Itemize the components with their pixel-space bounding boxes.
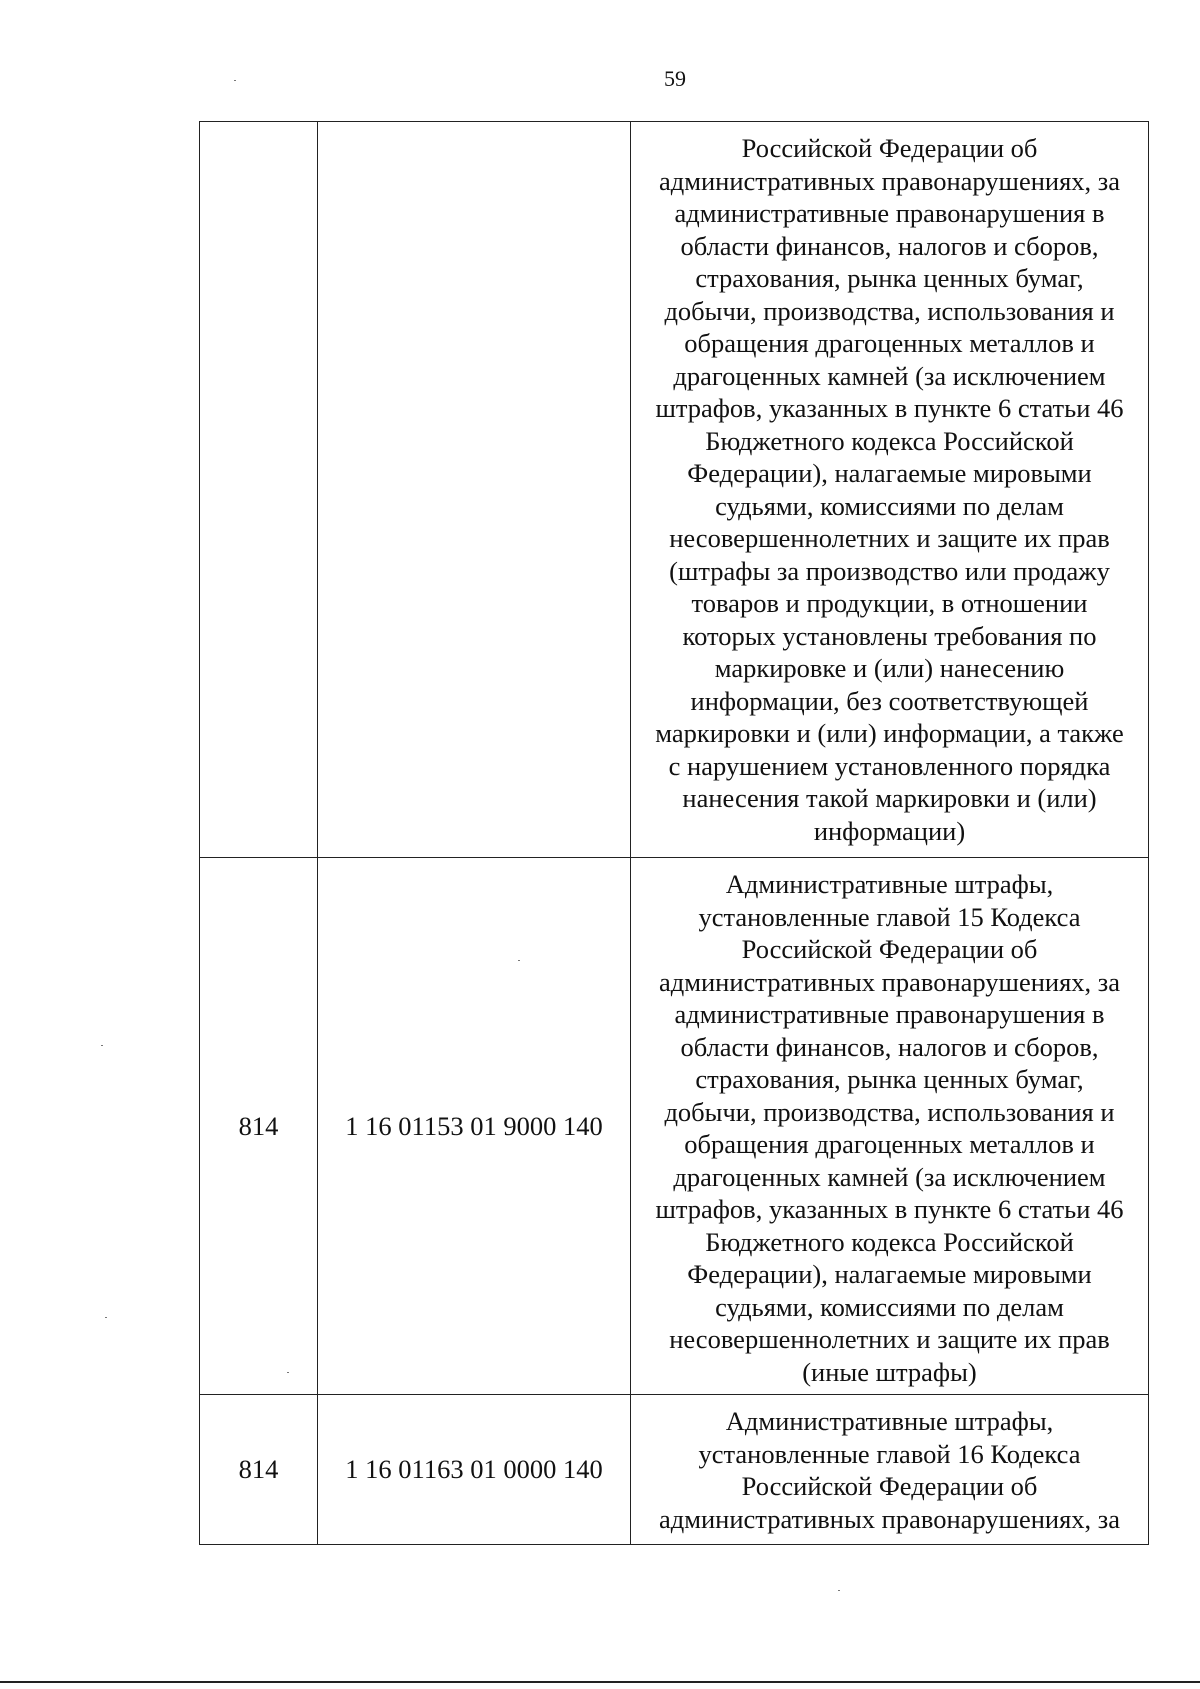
- description-cell: [631, 122, 1149, 858]
- description-line: судьями, комиссиями по делам: [715, 1291, 1064, 1322]
- description-line: нанесения такой маркировки и (или): [682, 783, 1097, 813]
- description-line: (штрафы за производство или продажу: [669, 555, 1110, 586]
- scan-speck: [518, 960, 520, 961]
- description-line: информации, без соответствующей: [690, 685, 1089, 716]
- description-line: области финансов, налогов и сборов,: [680, 1031, 1099, 1062]
- budget-code-table: [199, 121, 1149, 1545]
- admin-code-cell: 814: [200, 1395, 318, 1545]
- description-cell: [631, 858, 1149, 1395]
- kbk-cell: 1 16 01153 01 9000 140: [318, 858, 631, 1395]
- description-line: страхования, рынка ценных бумаг,: [695, 263, 1084, 293]
- page-number: 59: [664, 66, 686, 91]
- description-cell: [631, 1395, 1149, 1545]
- description-line: штрафов, указанных в пункте 6 статьи 46: [655, 393, 1124, 423]
- description-line: обращения драгоценных металлов и: [684, 1129, 1095, 1159]
- description-line: с нарушением установленного порядка: [668, 750, 1111, 781]
- description-line: административных правонарушениях, за: [658, 1503, 1120, 1534]
- description-line: драгоценных камней (за исключением: [673, 1161, 1106, 1192]
- description-line: административные правонарушения в: [674, 198, 1105, 228]
- description-line: судьями, комиссиями по делам: [715, 490, 1064, 521]
- table-row: [200, 1395, 1149, 1545]
- bottom-rule: [0, 1681, 1200, 1683]
- scan-speck: [838, 1590, 840, 1591]
- description-line: которых установлены требования по: [682, 620, 1097, 651]
- description-line: маркировки и (или) информации, а также: [655, 718, 1124, 748]
- description-line: Федерации), налагаемые мировыми: [687, 458, 1092, 488]
- description-line: товаров и продукции, в отношении: [691, 588, 1088, 618]
- description-line: административных правонарушениях, за: [658, 966, 1120, 997]
- description-line: страхования, рынка ценных бумаг,: [695, 1064, 1084, 1094]
- description-line: драгоценных камней (за исключением: [673, 360, 1106, 391]
- scan-speck: [101, 1045, 103, 1046]
- description-line: области финансов, налогов и сборов,: [680, 230, 1099, 261]
- kbk-cell: 1 16 01163 01 0000 140: [318, 1395, 631, 1545]
- description-line: установленные главой 15 Кодекса: [698, 901, 1081, 932]
- description-line: Федерации), налагаемые мировыми: [687, 1259, 1092, 1289]
- table-row: [200, 122, 1149, 858]
- admin-code-cell: [200, 122, 318, 858]
- description-line: несовершеннолетних и защите их прав: [669, 523, 1110, 553]
- description-line: добычи, производства, использования и: [664, 1096, 1115, 1127]
- description-line: Административные штрафы,: [725, 869, 1054, 899]
- description-line: Бюджетного кодекса Российской: [705, 1226, 1074, 1257]
- table-body: [200, 122, 1149, 1545]
- admin-code-cell: 814: [200, 858, 318, 1395]
- description-line: административных правонарушениях, за: [658, 165, 1120, 196]
- description-line: добычи, производства, использования и: [664, 295, 1115, 326]
- description-line: установленные главой 16 Кодекса: [698, 1438, 1081, 1469]
- scan-speck: [105, 1317, 107, 1318]
- description-line: Административные штрафы,: [725, 1406, 1054, 1436]
- description-line: информации): [813, 815, 966, 846]
- description-line: маркировке и (или) нанесению: [714, 653, 1065, 683]
- description-line: несовершеннолетних и защите их прав: [669, 1324, 1110, 1354]
- table-row: [200, 858, 1149, 1395]
- scan-speck: [234, 80, 236, 81]
- description-line: Российской Федерации об: [741, 133, 1038, 163]
- description-line: Российской Федерации об: [741, 1471, 1038, 1501]
- scan-speck: [287, 1372, 289, 1373]
- description-line: административные правонарушения в: [674, 999, 1105, 1029]
- kbk-cell: [318, 122, 631, 858]
- description-line: Бюджетного кодекса Российской: [705, 425, 1074, 456]
- description-line: (иные штрафы): [802, 1356, 977, 1387]
- description-line: Российской Федерации об: [741, 934, 1038, 964]
- description-line: штрафов, указанных в пункте 6 статьи 46: [655, 1194, 1124, 1224]
- description-line: обращения драгоценных металлов и: [684, 328, 1095, 358]
